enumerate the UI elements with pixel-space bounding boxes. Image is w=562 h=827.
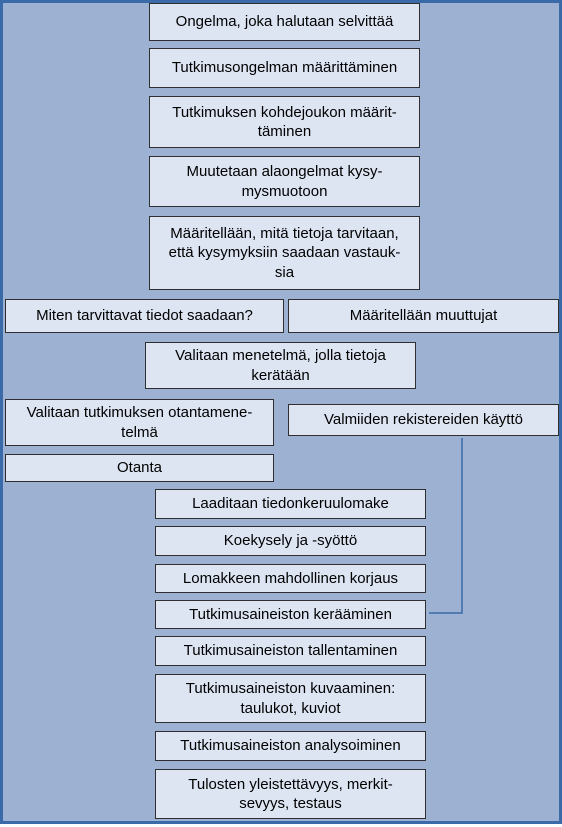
step-problem [149,3,420,41]
step-choose-method-line1: Valitaan menetelmä, jolla tietoja [175,347,386,364]
step-existing-registers [288,404,559,436]
step-describe-data-line1: Tutkimusaineiston kuvaaminen: [185,680,396,697]
step-subproblems-line2: mysmuotoon [241,182,328,200]
step-define-variables-text: Määritellään muuttujat [349,307,498,325]
step-store-data [155,636,426,666]
step-define-problem-text: Tutkimusongelman määrittäminen [171,59,398,77]
step-sampling-method-line2: telmä [121,423,158,441]
step-subproblems [149,156,420,207]
step-collect-data [155,600,426,629]
step-define-problem [149,48,420,88]
step-store-data-text: Tutkimusaineiston tallentaminen [183,642,398,660]
step-problem-text: Ongelma, joka halutaan selvittää [175,13,394,31]
step-pilot-test-text: Koekysely ja -syöttö [223,532,358,550]
step-required-data-line2: että kysymyksiin saadaan vastauk- [168,244,401,262]
step-how-data [5,299,284,333]
step-analyze-data [155,731,426,761]
step-subproblems-line1: Muutetaan alaongelmat kysy- [186,163,383,180]
step-form-correction [155,564,426,593]
step-generalizability-line1: Tulosten yleistettävyys, merkit- [188,775,393,793]
step-sampling-method [5,399,274,446]
step-analyze-data-text: Tutkimusaineiston analysoiminen [180,737,401,755]
step-how-data-text: Miten tarvittavat tiedot saadaan? [36,307,253,325]
step-describe-data-line2: taulukot, kuviot [240,699,341,717]
step-sampling-method-line1: Valitaan tutkimuksen otantamene- [26,404,253,421]
step-choose-method-line2: kerätään [251,366,310,384]
step-create-form [155,489,426,519]
step-sampling-text: Otanta [116,459,163,477]
step-generalizability [155,769,426,819]
step-generalizability-line2: sevyys, testaus [239,795,342,812]
step-pilot-test [155,526,426,556]
step-required-data-line3: sia [274,263,295,281]
step-describe-data [155,674,426,723]
step-required-data [149,216,420,290]
step-target-group-line1: Tutkimuksen kohdejoukon määrit- [172,103,397,121]
step-sampling [5,454,274,482]
step-create-form-text: Laaditaan tiedonkeruulomake [192,495,389,513]
step-define-variables [288,299,559,333]
connector-registers-to-collection [429,438,462,613]
step-form-correction-text: Lomakkeen mahdollinen korjaus [182,569,399,587]
step-existing-registers-text: Valmiiden rekistereiden käyttö [324,411,523,429]
step-target-group [149,96,420,148]
step-required-data-line1: Määritellään, mitä tietoja tarvitaan, [170,224,399,242]
step-target-group-line2: täminen [257,123,312,140]
step-choose-method [145,342,416,389]
step-collect-data-text: Tutkimusaineiston kerääminen [189,605,392,623]
